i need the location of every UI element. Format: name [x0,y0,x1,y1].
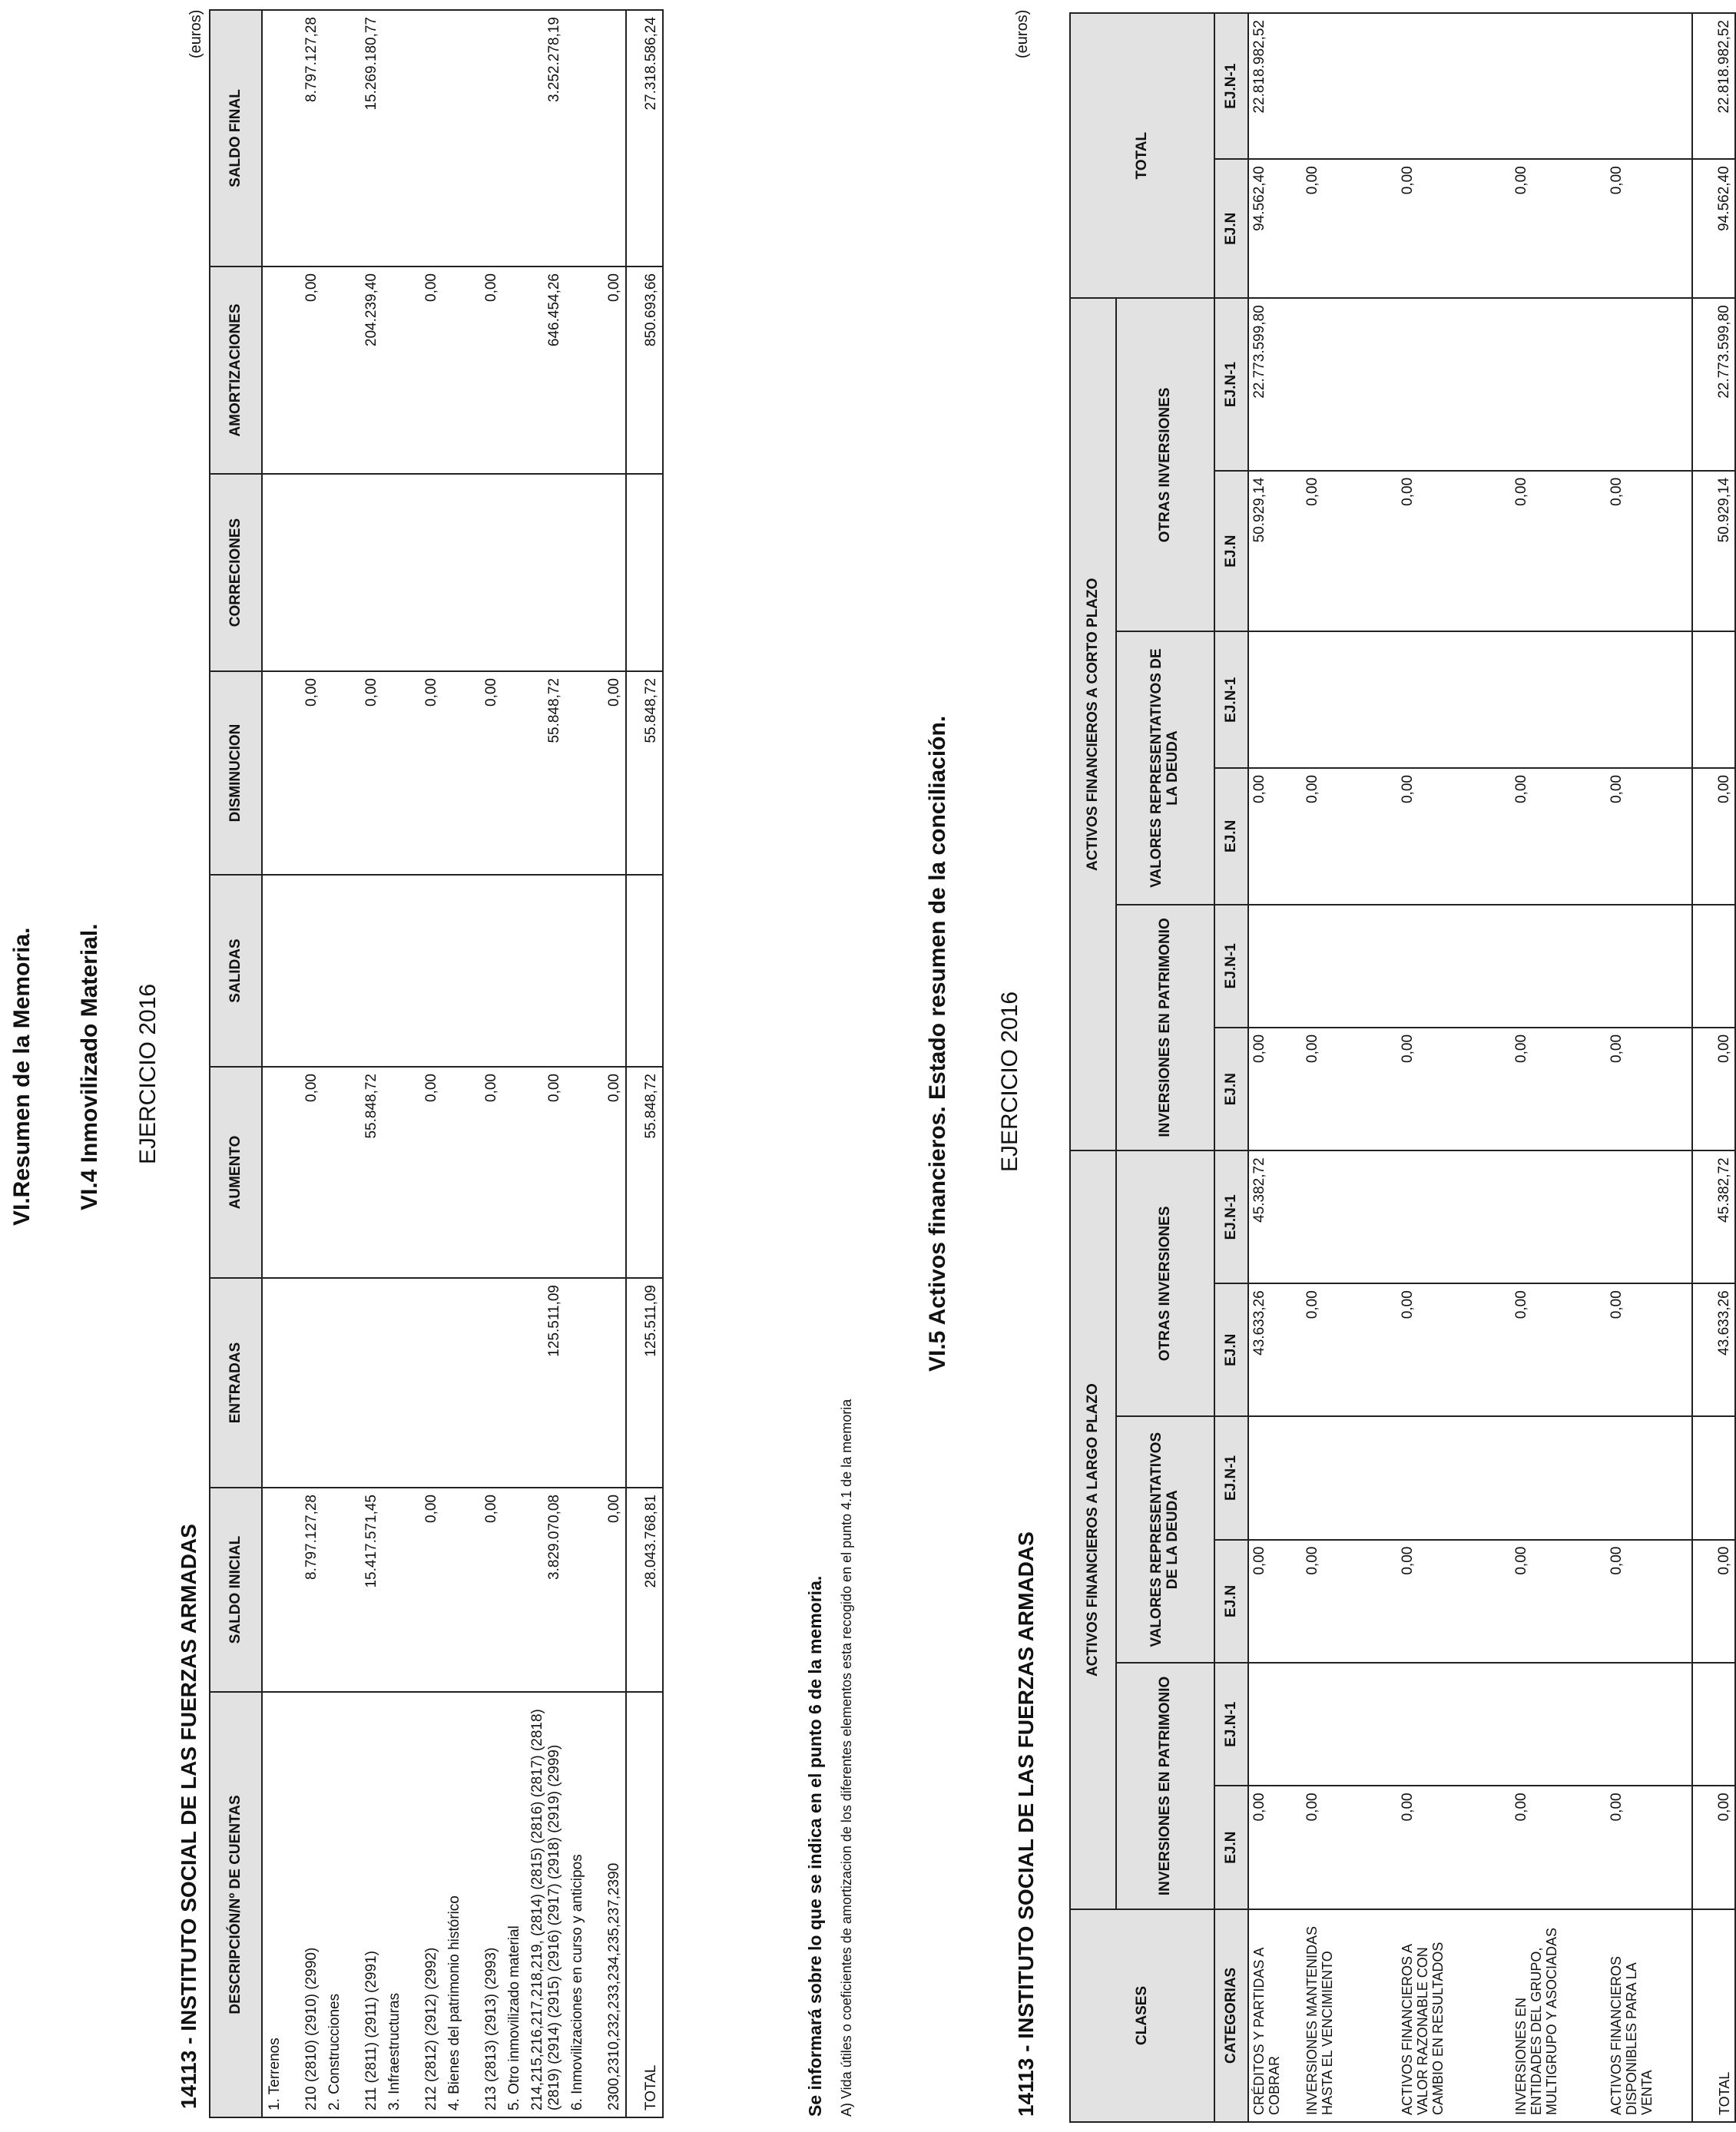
value-cell [1397,1150,1511,1283]
value-cell: 0,00 [1511,471,1606,632]
value-cell [467,875,502,1067]
value-cell [1606,1150,1692,1283]
value-cell [1511,298,1606,471]
category-label: INVERSIONES MANTENIDAS HASTA EL VENCIMIENTO [1302,1909,1397,2122]
empty-cell [565,1278,590,1488]
empty-cell [565,875,590,1067]
value-cell: 0,00 [347,671,383,875]
ej-n1-header: EJ.N-1 [1214,1150,1248,1283]
memoria-title: VI.Resumen de la Memoria. [9,927,35,1226]
empty-cell [502,1067,527,1278]
ej-n-header: EJ.N [1214,1283,1248,1416]
value-cell: 0,00 [287,671,323,875]
value-cell [407,875,442,1067]
value-cell [1606,13,1692,159]
value-cell: 43.633,26 [1248,1283,1302,1416]
activos-financieros-table [1069,12,1736,2123]
value-cell: 55.848,72 [527,671,565,875]
empty-cell [323,875,347,1067]
value-cell: 22.818.982,52 [1248,13,1302,159]
empty-cell [323,671,347,875]
value-cell [590,875,626,1067]
value-cell [1397,13,1511,159]
empty-cell [262,875,287,1067]
col-amortizaciones: AMORTIZACIONES [210,266,262,474]
cp-inv-patrimonio-header: INVERSIONES EN PATRIMONIO [1116,905,1214,1151]
ej-n-header: EJ.N [1214,1028,1248,1150]
value-cell: 0,00 [407,1067,442,1278]
group-label: 2. Construcciones [323,1692,347,2117]
total-value: 27.318.586,24 [626,10,663,266]
empty-cell [442,1488,467,1692]
total-value [1692,1416,1735,1539]
value-cell [467,10,502,266]
empty-cell [323,474,347,671]
col-disminucion: DISMINUCION [210,671,262,875]
value-cell: 55.848,72 [347,1067,383,1278]
value-cell [347,875,383,1067]
value-cell [1302,1150,1397,1283]
empty-cell [262,266,287,474]
value-cell: 15.417.571,45 [347,1488,383,1692]
value-cell: 0,00 [467,266,502,474]
empty-cell [442,474,467,671]
value-cell [590,1278,626,1488]
lp-otras-header: OTRAS INVERSIONES [1116,1150,1214,1416]
empty-cell [442,1067,467,1278]
empty-cell [442,266,467,474]
value-cell [467,474,502,671]
value-cell: 125.511,09 [527,1278,565,1488]
total-header: TOTAL [1070,13,1214,298]
col-salidas: SALIDAS [210,875,262,1067]
empty-cell [262,1067,287,1278]
value-cell: 0,00 [1606,768,1692,905]
total-value: 0,00 [1692,768,1735,905]
total-value: 0,00 [1692,1786,1735,1909]
value-cell: 0,00 [467,1067,502,1278]
ej-n-header: EJ.N [1214,768,1248,905]
value-cell [1302,905,1397,1028]
category-label: CRÉDITOS Y PARTIDAS A COBRAR [1248,1909,1302,2122]
empty-cell [502,266,527,474]
value-cell: 0,00 [1248,1786,1302,1909]
value-cell [590,474,626,671]
value-cell: 0,00 [1248,1028,1302,1150]
category-label: INVERSIONES EN ENTIDADES DEL GRUPO, MULTIGRUPO Y ASOCIADAS [1511,1909,1606,2122]
value-cell: 0,00 [407,1488,442,1692]
value-cell: 0,00 [407,266,442,474]
ej-n1-header: EJ.N-1 [1214,1663,1248,1786]
empty-cell [442,10,467,266]
value-cell: 0,00 [590,671,626,875]
col-descripcion: DESCRIPCIÓN/Nº DE CUENTAS [210,1692,262,2117]
value-cell [1302,1663,1397,1786]
value-cell [1248,1416,1302,1539]
empty-cell [262,671,287,875]
value-cell: 204.239,40 [347,266,383,474]
ej-n1-header: EJ.N-1 [1214,631,1248,768]
value-cell: 0,00 [1302,159,1397,298]
empty-cell [565,671,590,875]
value-cell [1248,1663,1302,1786]
empty-cell [502,10,527,266]
empty-cell [442,671,467,875]
cp-otras-header: OTRAS INVERSIONES [1116,298,1214,631]
value-cell [1397,1416,1511,1539]
empty-cell [442,1278,467,1488]
lp-valores-header: VALORES REPRESENTATIVOS DE LA DEUDA [1116,1416,1214,1663]
value-cell: 0,00 [1302,471,1397,632]
empty-cell [565,10,590,266]
value-cell: 94.562,40 [1248,159,1302,298]
value-cell [1397,298,1511,471]
value-cell: 0,00 [1511,1540,1606,1663]
value-cell [287,474,323,671]
value-cell: 22.773.599,80 [1248,298,1302,471]
value-cell: 0,00 [1397,1283,1511,1416]
value-cell: 0,00 [1302,1028,1397,1150]
corto-plazo-header: ACTIVOS FINANCIEROS A CORTO PLAZO [1070,298,1116,1150]
value-cell: 0,00 [590,266,626,474]
value-cell [1397,631,1511,768]
empty-cell [383,1278,407,1488]
value-cell [287,875,323,1067]
col-saldo-inicial: SALDO INICIAL [210,1488,262,1692]
value-cell [1248,631,1302,768]
value-cell [1511,631,1606,768]
total-value: 22.818.982,52 [1692,13,1735,159]
value-cell: 0,00 [467,1488,502,1692]
value-cell: 0,00 [1511,1786,1606,1909]
value-cell: 0,00 [467,671,502,875]
value-cell: 0,00 [1397,768,1511,905]
value-cell: 0,00 [1302,1540,1397,1663]
value-cell [1511,1663,1606,1786]
total-value: 43.633,26 [1692,1283,1735,1416]
value-cell [1606,631,1692,768]
total-label: TOTAL [626,1692,663,2117]
value-cell: 0,00 [590,1488,626,1692]
empty-cell [323,1067,347,1278]
group-label: 4. Bienes del patrimonio histórico [442,1692,467,2117]
value-cell [407,474,442,671]
section1-ejercicio: EJERCICIO 2016 [135,983,161,1164]
ej-n1-header: EJ.N-1 [1214,905,1248,1028]
value-cell: 3.829.070,08 [527,1488,565,1692]
value-cell: 0,00 [287,1067,323,1278]
value-cell: 0,00 [1248,768,1302,905]
empty-cell [383,1067,407,1278]
value-cell [1302,13,1397,159]
value-cell [347,474,383,671]
value-cell: 45.382,72 [1248,1150,1302,1283]
total-value: 55.848,72 [626,671,663,875]
value-cell [1397,905,1511,1028]
value-cell: 0,00 [1248,1540,1302,1663]
empty-cell [383,266,407,474]
value-cell: 15.269.180,77 [347,10,383,266]
value-cell: 0,00 [1606,1283,1692,1416]
value-cell [1606,1663,1692,1786]
value-cell: 0,00 [1397,1540,1511,1663]
value-cell [527,474,565,671]
value-cell: 0,00 [1606,1540,1692,1663]
value-cell [1248,905,1302,1028]
ej-n1-header: EJ.N-1 [1214,13,1248,159]
clases-header: CLASES [1070,1909,1214,2122]
value-cell: 0,00 [1511,768,1606,905]
value-cell: 3.252.278,19 [527,10,565,266]
ej-n1-header: EJ.N-1 [1214,298,1248,471]
section2-entity: 14113 - INSTITUTO SOCIAL DE LAS FUERZAS ARMADAS [1014,1531,1038,2117]
total-value: 28.043.768,81 [626,1488,663,1692]
empty-cell [323,1278,347,1488]
empty-cell [442,875,467,1067]
value-cell: 0,00 [1397,1028,1511,1150]
empty-cell [502,671,527,875]
section2-title: VI.5 Activos financieros. Estado resumen de la conciliación. [925,715,950,1372]
empty-cell [262,474,287,671]
value-cell: 8.797.127,28 [287,10,323,266]
value-cell [407,1278,442,1488]
value-cell: 0,00 [590,1067,626,1278]
group-label: 1. Terrenos [262,1692,287,2117]
value-cell [1302,298,1397,471]
empty-cell [323,1488,347,1692]
value-cell [407,10,442,266]
empty-cell [502,474,527,671]
total-value [626,875,663,1067]
section1-note-bold: Se informará sobre lo que se indica en el punto 6 de la memoria. [805,1575,825,2117]
value-cell: 50.929,14 [1248,471,1302,632]
value-cell [1606,905,1692,1028]
ej-n-header: EJ.N [1214,1786,1248,1909]
empty-cell [383,474,407,671]
value-cell: 0,00 [1511,159,1606,298]
empty-cell [383,10,407,266]
section2-units: (euros) [1014,9,1031,58]
total-value: 125.511,09 [626,1278,663,1488]
ej-n-header: EJ.N [1214,159,1248,298]
section2-ejercicio: EJERCICIO 2016 [997,991,1022,1172]
group-label: 3. Infraestructuras [383,1692,407,2117]
value-cell [1511,905,1606,1028]
value-cell [1302,1416,1397,1539]
value-cell: 0,00 [1302,1786,1397,1909]
col-correciones: CORRECIONES [210,474,262,671]
total-value: 55.848,72 [626,1067,663,1278]
empty-cell [565,1067,590,1278]
value-cell [590,10,626,266]
section1-units: (euros) [187,9,204,58]
value-cell [467,1278,502,1488]
total-value: 0,00 [1692,1028,1735,1150]
value-cell [1606,1416,1692,1539]
value-cell [347,1278,383,1488]
empty-cell [502,1488,527,1692]
category-label: ACTIVOS FINANCIEROS A VALOR RAZONABLE CON CAMBIO EN RESULTADOS [1397,1909,1511,2122]
ej-n1-header: EJ.N-1 [1214,1416,1248,1539]
section1-entity: 14113 - INSTITUTO SOCIAL DE LAS FUERZAS ARMADAS [177,1524,200,2109]
total-value: 50.929,14 [1692,471,1735,632]
value-cell: 8.797.127,28 [287,1488,323,1692]
total-value [1692,631,1735,768]
cp-valores-header: VALORES REPRESENTATIVOS DE LA DEUDA [1116,631,1214,904]
value-cell [1302,631,1397,768]
total-label: TOTAL [1692,1909,1735,2122]
ej-n-header: EJ.N [1214,1540,1248,1663]
categorias-header: CATEGORIAS [1214,1909,1248,2122]
empty-cell [323,10,347,266]
value-cell: 0,00 [1511,1283,1606,1416]
value-cell: 0,00 [1302,768,1397,905]
value-cell [1511,13,1606,159]
group-label: 6. Inmovilizaciones en curso y anticipos [565,1692,590,2117]
empty-cell [383,671,407,875]
col-aumento: AUMENTO [210,1067,262,1278]
empty-cell [262,10,287,266]
inmovilizado-table [209,9,664,2118]
total-value [1692,1663,1735,1786]
value-cell: 0,00 [1606,471,1692,632]
col-saldo-final: SALDO FINAL [210,10,262,266]
account-codes: 210 (2810) (2910) (2990) [287,1692,323,2117]
account-codes: 214,215,216,217,218,219, (2814) (2815) (2816) (2817) (2818) (2819) (2914) (2915) (2916) (2917) (2918) (2919) (2999) [527,1692,565,2117]
empty-cell [262,1278,287,1488]
lp-inv-patrimonio-header: INVERSIONES EN PATRIMONIO [1116,1663,1214,1909]
value-cell: 0,00 [1511,1028,1606,1150]
total-value: 94.562,40 [1692,159,1735,298]
category-label: ACTIVOS FINANCIEROS DISPONIBLES PARA LA VENTA [1606,1909,1692,2122]
section1-title: VI.4 Inmovilizado Material. [77,923,102,1210]
value-cell: 0,00 [1302,1283,1397,1416]
value-cell: 0,00 [1397,159,1511,298]
section1-note: A) Vida útiles o coeficientes de amortizacion de los diferentes elementos esta recogido en el punto 4.1 de la memoria [839,1399,854,2117]
empty-cell [565,266,590,474]
empty-cell [323,266,347,474]
account-codes: 212 (2812) (2912) (2992) [407,1692,442,2117]
value-cell [1606,298,1692,471]
value-cell: 0,00 [1397,1786,1511,1909]
total-value [1692,905,1735,1028]
empty-cell [262,1488,287,1692]
empty-cell [383,875,407,1067]
empty-cell [502,875,527,1067]
empty-cell [565,474,590,671]
value-cell: 0,00 [1606,1028,1692,1150]
account-codes: 213 (2813) (2913) (2993) [467,1692,502,2117]
value-cell [287,1278,323,1488]
value-cell: 0,00 [1397,471,1511,632]
total-value: 850.693,66 [626,266,663,474]
value-cell [527,875,565,1067]
value-cell: 0,00 [407,671,442,875]
value-cell: 0,00 [1606,159,1692,298]
value-cell [1511,1150,1606,1283]
value-cell: 646.454,26 [527,266,565,474]
empty-cell [502,1278,527,1488]
empty-cell [383,1488,407,1692]
account-codes: 2300,2310,232,233,234,235,237,2390 [590,1692,626,2117]
value-cell: 0,00 [1606,1786,1692,1909]
group-label: 5. Otro inmovilizado material [502,1692,527,2117]
total-value: 22.773.599,80 [1692,298,1735,471]
total-value [626,474,663,671]
account-codes: 211 (2811) (2911) (2991) [347,1692,383,2117]
total-value: 45.382,72 [1692,1150,1735,1283]
empty-cell [565,1488,590,1692]
value-cell [1511,1416,1606,1539]
total-value: 0,00 [1692,1540,1735,1663]
col-entradas: ENTRADAS [210,1278,262,1488]
value-cell [1397,1663,1511,1786]
largo-plazo-header: ACTIVOS FINANCIEROS A LARGO PLAZO [1070,1150,1116,1909]
ej-n-header: EJ.N [1214,471,1248,632]
value-cell: 0,00 [527,1067,565,1278]
value-cell: 0,00 [287,266,323,474]
